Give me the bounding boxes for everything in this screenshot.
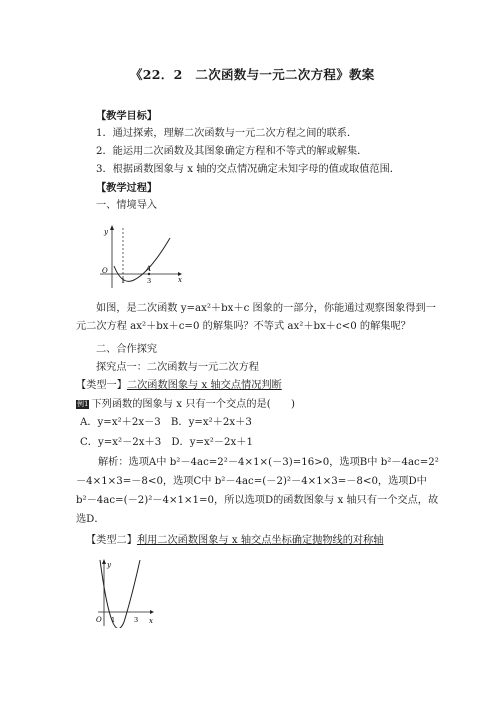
options-a-b: A．y=x²＋2x－3 B．y=x²＋2x＋3 xyxy=(80,417,252,428)
type-2-heading xyxy=(86,534,383,548)
goal-2: 2．能运用二次函数及其图象确定方程和不等式的解或解集． xyxy=(96,146,368,157)
type-1-tag: 【类型一】 xyxy=(76,380,127,391)
solution-line-1: 解析：选项A中 b²－4ac=2²－4×1×(－3)=16>0，选项B中 b²－4ac=2² xyxy=(98,457,439,468)
graph1-tick-1: 1 xyxy=(121,277,126,285)
point-a xyxy=(148,273,150,275)
graph2-origin-label: O xyxy=(96,616,102,624)
parabola-curve xyxy=(114,238,170,281)
x-axis-arrow xyxy=(150,610,154,614)
graph1-y-label: y xyxy=(104,228,108,236)
goal-1: 1．通过探索，理解二次函数与一元二次方程之间的联系． xyxy=(96,128,358,139)
type-1-title: 二次函数图象与 x 轴交点情况判断 xyxy=(126,380,282,391)
example-1-text: 下列函数的图象与 x 只有一个交点的是( ) xyxy=(91,399,296,410)
graph1-tick-3: 3 xyxy=(147,277,152,285)
goal-3: 3．根据函数图象与 x 轴的交点情况确定未知字母的值或取值范围． xyxy=(96,164,400,175)
explore-point-1: 探究点一：二次函数与一元二次方程 xyxy=(96,362,259,373)
options-c-d: C．y=x²－2x＋3 D．y=x²－2x＋1 xyxy=(80,437,253,448)
graph2-y-label: y xyxy=(107,561,111,569)
graph2-tick-1: 1 xyxy=(111,616,116,624)
intro-text-line-1: 如图，是二次函数 y=ax²＋bx＋c 图象的一部分，你能通过观察图象得到一 xyxy=(96,303,436,314)
y-axis-arrow xyxy=(102,559,106,564)
graph1-x-label: x xyxy=(178,276,182,284)
graph2-x-label: x xyxy=(149,617,153,625)
page-title: 《22．2 二次函数与一元二次方程》教案 xyxy=(130,67,375,82)
graph1-a-label: A xyxy=(146,265,152,273)
graph1-origin-label: O xyxy=(102,267,108,275)
type-1-heading xyxy=(76,379,282,393)
intro-text-line-2: 元二次方程 ax²＋bx＋c=0 的解集吗？不等式 ax²＋bx＋c<0 的解集呢？ xyxy=(76,321,411,332)
section-1-heading: 一、情境导入 xyxy=(96,200,158,211)
graph2-tick-3: 3 xyxy=(134,616,139,624)
solution-line-2: －4×1×3=－8<0，选项C中 b²－4ac=(－2)²－4×1×3=－8<0，选项D中 xyxy=(76,476,427,487)
solution-line-3: b²－4ac=(－2)²－4×1×1=0，所以选项D的函数图象与 x 轴只有一个交点，故 xyxy=(76,495,439,506)
y-axis-arrow xyxy=(110,225,114,230)
section-2-heading: 二、合作探究 xyxy=(96,344,158,355)
type-2-title: 利用二次函数图象与 x 轴交点坐标确定抛物线的对称轴 xyxy=(136,535,384,546)
example-badge: 例1 xyxy=(77,400,89,408)
parabola-graph-1 xyxy=(92,222,188,292)
type-2-tag: 【类型二】 xyxy=(86,535,137,546)
solution-line-4: 选D． xyxy=(76,514,105,525)
goals-heading: 【教学目标】 xyxy=(96,110,158,122)
parabola-graph-2 xyxy=(92,556,158,628)
process-heading: 【教学过程】 xyxy=(96,182,158,194)
example-1-question xyxy=(76,398,295,412)
